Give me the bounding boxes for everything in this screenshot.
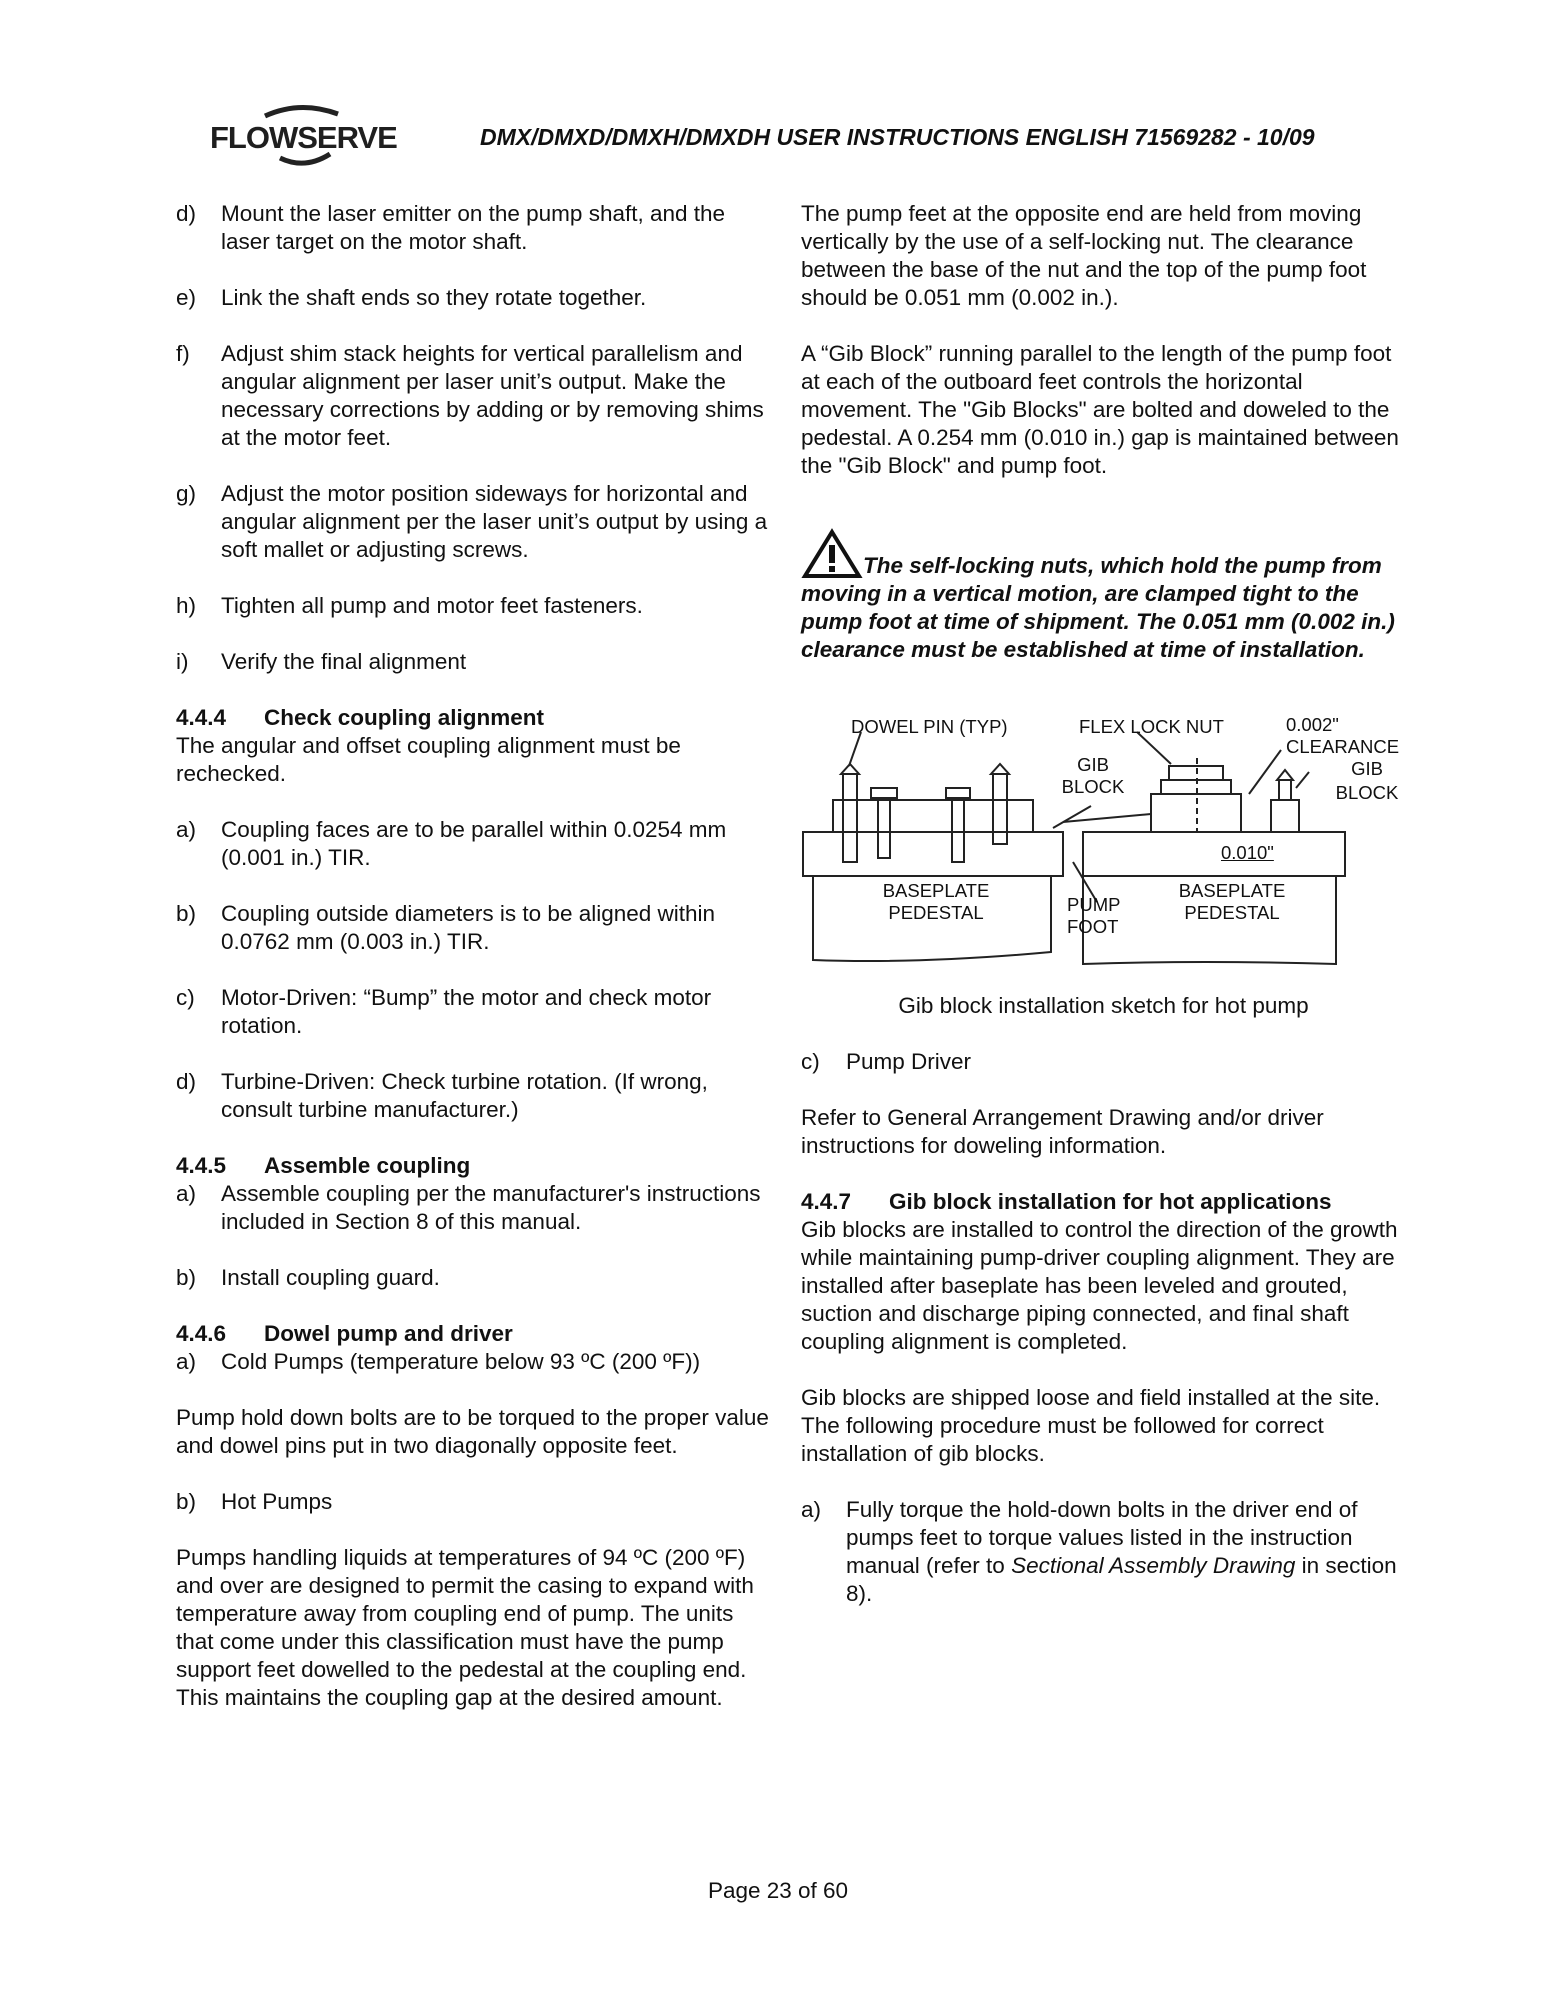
label-baseplate-right: BASEPLATE xyxy=(1178,880,1286,901)
label-baseplate-left: BASEPLATE xyxy=(882,880,990,901)
label-block-left: BLOCK xyxy=(1061,776,1125,797)
list-item: g) Adjust the motor position sideways for horizontal and angular alignment per the laser unit’s output by using a soft mallet or adjusting screws. xyxy=(176,481,768,562)
section-heading-4-4-6: 4.4.6 Dowel pump and driver xyxy=(176,1321,513,1346)
paragraph: The angular and offset coupling alignment must be rechecked. xyxy=(176,733,681,786)
warning-note: The self-locking nuts, which hold the pump from moving in a vertical motion, are clamped tight to the pump foot at time of shipment. The 0.051 mm (0.002 in.) clearance must be established at time of installation. xyxy=(801,528,1406,664)
list-item: a) Assemble coupling per the manufacturer's instructions included in Section 8 of this manual. xyxy=(176,1181,761,1234)
list-item: e) Link the shaft ends so they rotate together. xyxy=(176,285,647,310)
list-item: a) Fully torque the hold-down bolts in the driver end of pumps feet to torque values listed in the instruction manual (refer to Sectional Assembly Drawing in section 8). xyxy=(801,1497,1397,1606)
gib-block-sketch xyxy=(801,702,1406,992)
label-clearance-value: 0.002" xyxy=(1286,714,1339,735)
label-pedestal-right: PEDESTAL xyxy=(1184,902,1280,923)
paragraph: Gib blocks are installed to control the direction of the growth while maintaining pump-driver coupling alignment. They are installed after baseplate has been leveled and grouted, suction and discharge piping connected, and final shaft coupling alignment is completed. xyxy=(801,1217,1398,1354)
warning-triangle-icon xyxy=(801,528,863,580)
label-pump: PUMP xyxy=(1067,894,1121,915)
list-item: b) Hot Pumps xyxy=(176,1489,333,1514)
list-item: c) Motor-Driven: “Bump” the motor and check motor rotation. xyxy=(176,985,712,1038)
section-heading-4-4-7: 4.4.7 Gib block installation for hot applications xyxy=(801,1189,1332,1214)
label-gap-value: 0.010" xyxy=(1221,842,1274,863)
label-clearance: CLEARANCE xyxy=(1286,736,1400,757)
paragraph: Refer to General Arrangement Drawing and/or driver instructions for doweling information. xyxy=(801,1105,1324,1158)
label-pedestal-left: PEDESTAL xyxy=(888,902,984,923)
paragraph: Pumps handling liquids at temperatures of 94 ºC (200 ºF) and over are designed to permit the casing to expand with temperature away from coupling end of pump. The units that come under this classification must have the pump support feet dowelled to the pedestal at the coupling end. This maintains the coupling gap at the desired amount. xyxy=(176,1545,754,1710)
list-item: c) Pump Driver xyxy=(801,1049,972,1074)
list-item: i) Verify the final alignment xyxy=(176,649,467,674)
list-item: b) Install coupling guard. xyxy=(176,1265,440,1290)
right-column xyxy=(801,200,1406,1608)
section-heading-4-4-5: 4.4.5 Assemble coupling xyxy=(176,1153,471,1178)
logo-text: FLOWSERVE xyxy=(210,120,397,155)
list-item: a) Coupling faces are to be parallel within 0.0254 mm (0.001 in.) TIR. xyxy=(176,817,727,870)
list-item: f) Adjust shim stack heights for vertical parallelism and angular alignment per laser unit’s output. Make the necessary corrections by adding or by removing shims at the motor feet. xyxy=(176,341,764,450)
label-gib-left: GIB xyxy=(1077,754,1109,775)
section-heading-4-4-4: 4.4.4 Check coupling alignment xyxy=(176,705,545,730)
paragraph: A “Gib Block” running parallel to the length of the pump foot at each of the outboard feet controls the horizontal movement. The "Gib Blocks" are bolted and doweled to the pedestal. A 0.254 mm (0.010 in.) gap is maintained between the "Gib Block" and pump foot. xyxy=(801,341,1399,478)
header-title: DMX/DMXD/DMXH/DMXDH USER INSTRUCTIONS ENGLISH 71569282 - 10/09 xyxy=(480,124,1315,150)
paragraph: The pump feet at the opposite end are held from moving vertically by the use of a self-locking nut. The clearance between the base of the nut and the top of the pump foot should be 0.051 mm (0.002 in.). xyxy=(801,201,1367,310)
label-gib-right: GIB xyxy=(1351,758,1383,779)
label-foot: FOOT xyxy=(1067,916,1119,937)
flowserve-logo xyxy=(210,98,397,176)
page-number: Page 23 of 60 xyxy=(707,1878,849,1903)
paragraph: Pump hold down bolts are to be torqued to the proper value and dowel pins put in two diagonally opposite feet. xyxy=(176,1405,769,1458)
list-item: d) Turbine-Driven: Check turbine rotation. (If wrong, consult turbine manufacturer.) xyxy=(176,1069,708,1122)
paragraph: Gib blocks are shipped loose and field installed at the site. The following procedure must be followed for correct installation of gib blocks. xyxy=(801,1385,1381,1466)
figure-caption: Gib block installation sketch for hot pump xyxy=(898,993,1309,1018)
list-item: b) Coupling outside diameters is to be aligned within 0.0762 mm (0.003 in.) TIR. xyxy=(176,901,716,954)
label-dowel-pin: DOWEL PIN (TYP) xyxy=(851,716,1008,737)
label-block-right: BLOCK xyxy=(1335,782,1399,803)
left-column xyxy=(176,200,771,1712)
label-flex-lock-nut: FLEX LOCK NUT xyxy=(1079,716,1224,737)
list-item: h) Tighten all pump and motor feet fasteners. xyxy=(176,593,643,618)
list-item: a) Cold Pumps (temperature below 93 ºC (200 ºF)) xyxy=(176,1349,701,1374)
list-item: d) Mount the laser emitter on the pump shaft, and the laser target on the motor shaft. xyxy=(176,201,726,254)
